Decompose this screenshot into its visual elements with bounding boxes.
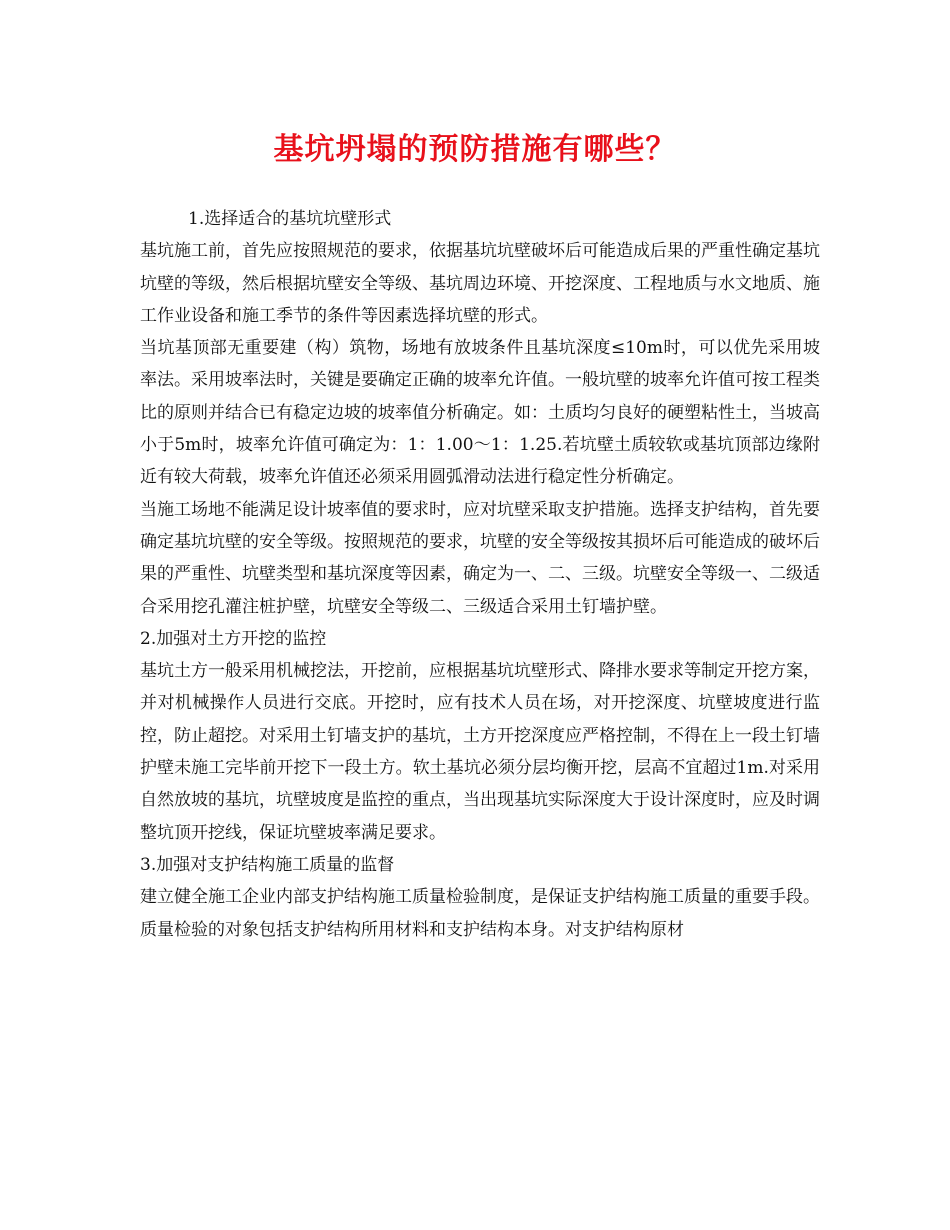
section-heading-1: 1.选择适合的基坑坑壁形式	[188, 209, 392, 229]
document-body	[140, 203, 820, 946]
document-title: 基坑坍塌的预防措施有哪些？	[273, 132, 677, 167]
paragraph-5: 建立健全施工企业内部支护结构施工质量检验制度，是保证支护结构施工质量的重要手段。质量检验的对象包括支护结构所用材料和支护结构本身。对支护结构原材	[140, 887, 820, 940]
section-heading-2: 2.加强对土方开挖的监控	[140, 628, 327, 649]
paragraph-4: 基坑土方一般采用机械挖法，开挖前，应根据基坑坑壁形式、降排水要求等制定开挖方案，并对机械操作人员进行交底。开挖时，应有技术人员在场，对开挖深度、坑壁坡度进行监控，防止超挖。对采用土钉墙支护的基坑，土方开挖深度应严格控制，不得在上一段土钉墙护壁未施工完毕前开挖下一段土方。软土基坑必须分层均衡开挖，层高不宜超过1m.对采用自然放坡的基坑，坑壁坡度是监控的重点，当出现基坑实际深度大于设计深度时，应及时调整坑顶开挖线，保证坑壁坡率满足要求。	[140, 661, 820, 843]
section-heading-3: 3.加强对支护结构施工质量的监督	[140, 854, 395, 875]
paragraph-1: 基坑施工前，首先应按照规范的要求，依据基坑坑壁破坏后可能造成后果的严重性确定基坑坑壁的等级，然后根据坑壁安全等级、基坑周边环境、开挖深度、工程地质与水文地质、施工作业设备和施工季节的条件等因素选择坑壁的形式。	[140, 241, 820, 326]
paragraph-3: 当施工场地不能满足设计坡率值的要求时，应对坑壁采取支护措施。选择支护结构，首先要确定基坑坑壁的安全等级。按照规范的要求，坑壁的安全等级按其损坏后可能造成的破坏后果的严重性、坑壁类型和基坑深度等因素，确定为一、二、三级。坑壁安全等级一、二级适合采用挖孔灌注桩护壁，坑壁安全等级二、三级适合采用土钉墙护壁。	[140, 499, 820, 617]
paragraph-2: 当坑基顶部无重要建（构）筑物，场地有放坡条件且基坑深度≤10m时，可以优先采用坡率法。采用坡率法时，关键是要确定正确的坡率允许值。一般坑壁的坡率允许值可按工程类比的原则并结合已有稳定边坡的坡率值分析确定。如：土质均匀良好的硬塑粘性土，当坡高小于5m时，坡率允许值可确定为：1：1.00～1：1.25.若坑壁土质较软或基坑顶部边缘附近有较大荷载，坡率允许值还必须采用圆弧滑动法进行稳定性分析确定。	[140, 338, 820, 488]
